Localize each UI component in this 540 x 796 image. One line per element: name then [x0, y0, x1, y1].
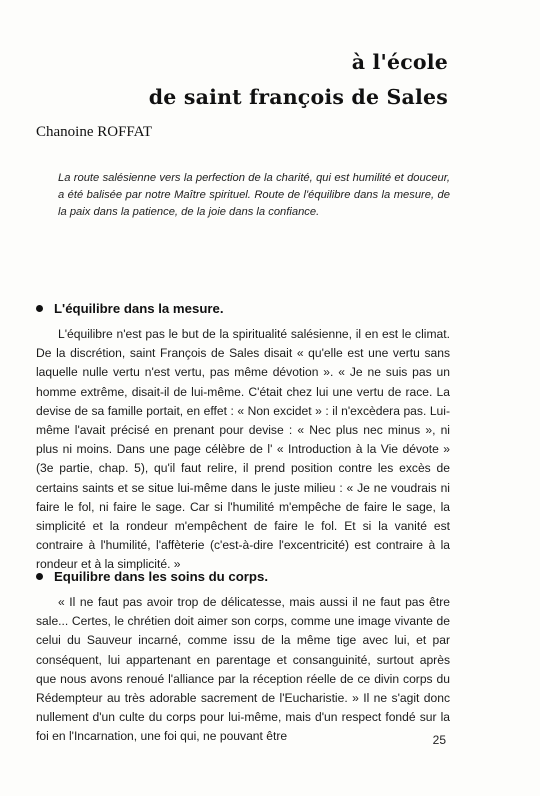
page-number: 25 — [432, 733, 446, 747]
title-line-1: à l'école — [351, 50, 448, 74]
section-paragraph-1: L'équilibre n'est pas le but de la spiritualité salésienne, il en est le climat. De la discrétion, saint François de Sales disait « qu'elle est une vertu sans laquelle nulle vertu n'est vertu, pas même dévotion ». « Je ne suis pas un homme extrême, disait-il de lui-même. C'était chez lui une vertu de race. La devise de sa famille portait, en effet : « Non excidet » : il n'excèdera pas. Lui-même l'avait précisé en prenant pour devise : « Nec plus nec minus », ni plus ni moins. Dans une page célèbre de l' « Introduction à la Vie dévote » (3e partie, chap. 5), qu'il faut relire, il prend position contre les excès de certains saints et se situe lui-même dans le juste milieu : « Je ne voudrais ni faire le fol, ni faire le sage. Car si l'humilité m'empêche de faire le sage, la simplicité et la rondeur m'empêchent de faire le fol. Et si la vanité est contraire à l'humilité, l'affèterie (c'est-à-dire l'excentricité) est contraire à la rondeur et à la simplicité. » — [36, 327, 450, 572]
author-name: Chanoine ROFFAT — [36, 124, 152, 140]
section-heading-1 — [36, 301, 224, 316]
section-heading-1-text: L'équilibre dans la mesure. — [54, 301, 224, 316]
section-paragraph-2: « Il ne faut pas avoir trop de délicatesse, mais aussi il ne faut pas être sale... Certes, le chrétien doit aimer son corps, comme une image vivante de celui du Sauveur incarné, comme issu de la même tige avec lui, et par conséquent, lui appartenant en parentage et consanguinité, surtout après que nous avons renoué l'alliance par la réception réelle de ce divin corps du Rédempteur au très adorable sacrement de l'Eucharistie. » Il ne s'agit donc nullement d'un culte du corps pour lui-même, mais d'un respect fondé sur la foi en l'Incarnation, une foi qui, ne pouvant être — [36, 595, 450, 744]
title-line-2: de saint françois de Sales — [148, 85, 448, 109]
bullet-icon — [36, 305, 43, 312]
epigraph: La route salésienne vers la perfection de la charité, qui est humilité et douceur, a été balisée par notre Maître spirituel. Route de l'équilibre dans la mesure, de la paix dans la patience, de la joie dans la confiance. — [58, 172, 450, 218]
bullet-icon — [36, 573, 43, 580]
section-heading-2 — [36, 569, 268, 584]
section-heading-2-text: Equilibre dans les soins du corps. — [54, 569, 268, 584]
